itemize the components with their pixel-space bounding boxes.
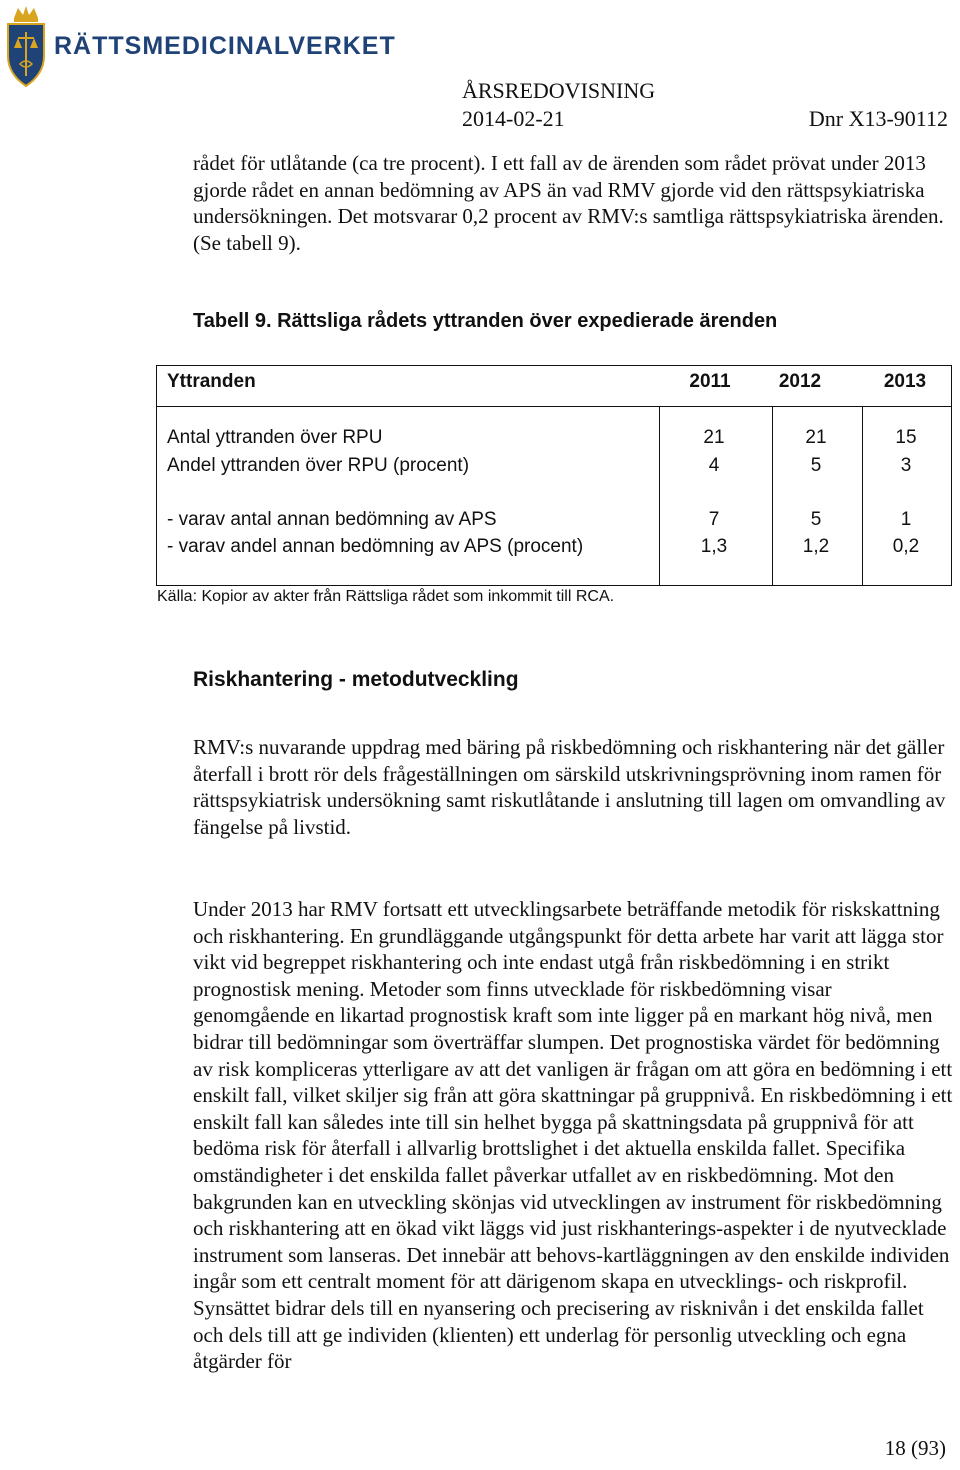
table-column-divider — [659, 406, 660, 586]
table-cell: 1,3 — [700, 536, 728, 557]
table-header-divider — [156, 406, 952, 407]
page-number: 18 (93) — [884, 1436, 946, 1460]
table-cell: 5 — [810, 509, 822, 530]
table-column-divider — [862, 406, 863, 586]
table-row-label: - varav antal annan bedömning av APS — [167, 509, 497, 530]
table-header-label: Yttranden — [167, 371, 256, 392]
section-paragraph: Under 2013 har RMV fortsatt ett utvecklingsarbete beträffande metodik för riskskattning och riskhantering. En grundläggande utgångspunkt för detta arbete har varit att lägga stor vikt vid begreppet riskhantering och inte endast utgå från riskbedömning i en strikt prognostisk mening. Metoder som finns utvecklade för riskbedömning visar genomgående en likartad prognostisk kraft som inte ligger på en markant hög nivå, men bidrar till bedömningar som överträffar slumpen. Det prognostiska värdet för bedömning av risk kompliceras ytterligare av att det vanligen är frågan om att göra en bedömning i ett enskilt fall, vilket skiljer sig från att göra skattningar på gruppnivå. En riskbedömning i ett enskilt fall kan således inte till sin helhet bygga på skattningsdata på gruppnivå för att bedöma risk för återfall i allvarlig brottslighet i det aktuella enskilda fallet. Specifika omständigheter i det enskilda fallet påverkar utfallet av en riskbedömning. Mot den bakgrunden kan en utveckling skönjas vid utvecklingen av instrument för riskbedömning och riskhantering att en ökad vikt läggs vid just riskhanterings-aspekter i de nyutvecklade instrument som lanseras. Det innebär att behovs-kartläggningen av den enskilde individen ingår som ett centralt moment för att därigenom skapa en utvecklings- och riskprofil. Synsättet bidrar dels till en nyansering och precisering av risknivån i det enskilda fallet och dels till att ge individen (klienten) ett underlag för personlig utveckling och egna åtgärder för — [193, 897, 953, 1374]
table-row-label: Andel yttranden över RPU (procent) — [167, 455, 470, 476]
table-cell: 15 — [895, 427, 917, 448]
table-cell: 4 — [708, 455, 720, 476]
table-header-year: 2013 — [883, 371, 927, 392]
table-column-divider — [772, 406, 773, 586]
crest-logo-icon — [6, 4, 46, 90]
section-paragraph: RMV:s nuvarande uppdrag med bäring på riskbedömning och riskhantering när det gäller återfall i brott rör dels frågeställningen om särskild utskrivningsprövning inom ramen för rättspsykiatrisk undersökning samt riskutlåtande i anslutning till lagen om omvandling av fängelse på livstid. — [193, 735, 946, 839]
table-row-label: Antal yttranden över RPU — [167, 427, 383, 448]
table-header-year: 2012 — [778, 371, 822, 392]
table-cell: 7 — [708, 509, 720, 530]
section-heading: Riskhantering - metodutveckling — [193, 668, 519, 691]
organization-name: RÄTTSMEDICINALVERKET — [54, 32, 396, 60]
intro-paragraph: rådet för utlåtande (ca tre procent). I ett fall av de ärenden som rådet prövat under 2013 gjorde rådet en annan bedömning av APS än vad RMV gjorde vid den rättspsykiatriska undersökningen. Det motsvarar 0,2 procent av RMV:s samtliga rättspsykiatriska ärenden. (Se tabell 9). — [193, 151, 944, 255]
table-cell: 5 — [810, 455, 822, 476]
document-date: 2014-02-21 — [462, 106, 565, 131]
table-title: Tabell 9. Rättsliga rådets yttranden över expedierade ärenden — [193, 310, 778, 332]
table-row-label: - varav andel annan bedömning av APS (procent) — [167, 536, 584, 557]
table-header-year: 2011 — [689, 371, 731, 392]
table-cell: 1,2 — [802, 536, 830, 557]
table-source: Källa: Kopior av akter från Rättsliga rådet som inkommit till RCA. — [157, 588, 615, 605]
table-cell: 0,2 — [892, 536, 920, 557]
table-cell: 3 — [900, 455, 912, 476]
table-cell: 1 — [900, 509, 912, 530]
document-type: ÅRSREDOVISNING — [462, 78, 656, 103]
table-cell: 21 — [805, 427, 827, 448]
document-number: Dnr X13-90112 — [808, 106, 948, 131]
table-cell: 21 — [703, 427, 725, 448]
